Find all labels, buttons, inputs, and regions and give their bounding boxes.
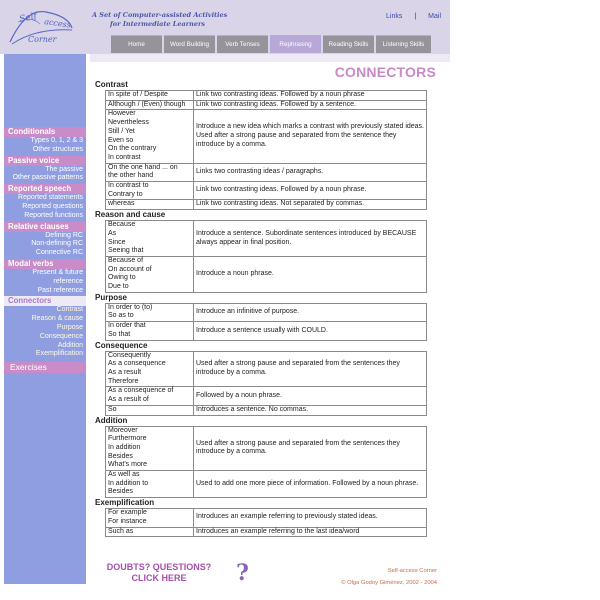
usage-cell: Used after a strong pause and separated from the sentences they introduce by a comma. [194,426,427,471]
connector-term: In contrast to [108,182,149,190]
connector-term: Still / Yet [108,127,135,135]
tab-home[interactable]: Home [111,35,162,53]
section-title: Addition [95,415,128,425]
connectors-table [105,508,427,537]
sidebar-item-present-future-line-1[interactable]: Present & future [32,268,83,276]
sidebar-item-addition[interactable]: Addition [57,341,83,349]
footer-site-name: Self-access Corner [387,568,437,574]
main-nav-tabs [111,35,433,53]
sidebar-item-consequence[interactable]: Consequence [39,332,83,340]
usage-cell: Used to add one more piece of information. Followed by a noun phrase. [194,471,427,498]
connector-term: On the one hand ... on [108,163,178,171]
doubts-questions-link[interactable] [104,562,214,584]
tab-reading-skills[interactable]: Reading Skills [323,35,374,53]
connector-term: So that [108,330,131,338]
connector-term: For example [108,509,147,517]
usage-cell: Introduces an example referring to previously stated ideas. [194,509,427,527]
tab-word-building[interactable]: Word Building [164,35,215,53]
connector-term: As a result [108,368,142,376]
usage-cell: Introduce a noun phrase. [194,256,427,292]
connector-term: Moreover [108,426,138,434]
connector-cell [106,426,194,471]
usage-cell: Introduce a sentence usually with COULD. [194,322,427,340]
top-links [386,13,441,20]
connector-term: In addition [108,443,141,451]
connector-term: So [108,405,117,413]
connector-cell [106,387,194,405]
sidebar-item-past-reference[interactable]: Past reference [37,286,83,294]
sidebar-item-connective-rc[interactable]: Connective RC [35,249,83,257]
connector-term: Therefore [108,377,139,385]
usage-cell: Used after a strong pause and separated from the sentences they introduce by a comma. [194,351,427,387]
connector-cell [106,221,194,257]
connector-cell [106,322,194,340]
sidebar-heading-conditionals[interactable]: Conditionals [4,127,86,137]
connectors-table [105,351,427,416]
tab-listening-skills[interactable]: Listening Skills [376,35,431,53]
connector-term: Such as [108,527,134,535]
self-access-corner-logo[interactable] [6,4,76,46]
connectors-content [94,80,446,537]
sidebar-item-types[interactable]: Types 0, 1, 2 & 3 [30,137,83,144]
connector-cell [106,91,194,101]
connector-term: Contrary to [108,190,143,198]
links-link[interactable]: Links [386,13,403,20]
logo-text-self: Self [18,11,38,25]
sidebar-heading-connectors[interactable]: Connectors [4,296,86,306]
footer-credits [333,565,437,589]
table-row [106,351,427,387]
connector-term: Besides [108,452,133,460]
site-header [0,0,450,54]
table-row [106,471,427,498]
doubts-line-1[interactable]: DOUBTS? QUESTIONS? [106,562,212,572]
connector-term: Although / (Even) though [108,100,186,108]
connector-term: In order to (to) [108,303,153,311]
sidebar-item-reported-questions[interactable]: Reported questions [22,202,83,210]
connector-term: What's more [108,461,148,469]
usage-cell: Introduce an infinitive of purpose. [194,303,427,321]
tab-rephrasing[interactable]: Rephrasing [270,35,321,53]
table-row [106,110,427,163]
connector-term: As a consequence [108,360,166,368]
usage-cell: Introduce a new idea which marks a contrast with previously stated ideas. Used after a strong pause and separated from the sentence they introduce by a comma. [194,110,427,163]
main-content [90,54,450,600]
sidebar-item-the-passive[interactable]: The passive [45,165,83,173]
question-mark-icon[interactable]: ? [236,560,249,586]
tagline-line-1: A Set of Computer-assisted Activities [92,11,228,19]
sidebar-item-other-passive-patterns[interactable]: Other passive patterns [12,174,83,182]
table-row [106,303,427,321]
logo-text-access: access [43,17,72,30]
connector-cell [106,527,194,537]
connector-cell [106,100,194,110]
footer-copyright: © Olga Godoy Giménez, 2002 - 2004 [341,580,437,586]
sidebar-item-reported-statements[interactable]: Reported statements [18,194,83,202]
usage-cell: Introduces an example referring to the last idea/word [194,527,427,537]
connectors-table [105,220,427,293]
sidebar-item-non-defining-rc[interactable]: Non-defining RC [31,240,83,248]
table-row [106,527,427,537]
table-row [106,405,427,415]
section-title: Exemplification [95,498,155,508]
sidebar-heading-relative-clauses[interactable]: Relative clauses [4,222,86,232]
connector-term: Nevertheless [108,119,149,127]
sidebar-item-reported-functions[interactable]: Reported functions [24,211,83,219]
top-links-separator: | [414,13,417,20]
sidebar-spacer [4,54,86,126]
table-row [106,200,427,210]
connector-cell [106,110,194,163]
connectors-table [105,90,427,210]
connector-term: Even so [108,136,134,144]
connector-term: Because [108,221,136,229]
connector-term: As a result of [108,396,149,404]
sidebar-heading-modal-verbs[interactable]: Modal verbs [4,259,86,269]
connector-cell [106,200,194,210]
connector-term: In addition to [108,479,149,487]
table-row [106,221,427,257]
sidebar-item-present-future-line-2[interactable]: reference [53,277,83,285]
connector-term: Consequently [108,351,151,359]
section-title: Contrast [95,80,128,89]
connector-term: As a consequence of [108,387,174,395]
connector-cell [106,182,194,200]
usage-cell: Link two contrasting ideas. Not separated by commas. [194,200,427,210]
section-title: Purpose [95,292,128,302]
connector-cell [106,509,194,527]
usage-cell: Links two contrasting ideas / paragraphs. [194,163,427,181]
table-row [106,91,427,101]
connector-term: So as to [108,312,134,320]
sidebar-item-exemplification[interactable]: Exemplification [35,350,83,358]
connector-term: Due to [108,283,129,291]
connector-cell [106,303,194,321]
usage-cell: Introduce a sentence. Subordinate sentences introduced by BECAUSE always appear in final position. [194,221,427,257]
doubts-line-2[interactable]: CLICK HERE [131,573,187,583]
connector-term: Because of [108,256,144,264]
connector-term: whereas [108,200,135,208]
connectors-table [105,426,427,499]
connectors-table [105,303,427,341]
page-title: CONNECTORS [334,64,436,80]
section-title: Consequence [95,340,148,350]
table-row [106,163,427,181]
connector-term: Besides [108,488,133,496]
sidebar-item-reason-cause[interactable]: Reason & cause [31,315,83,323]
usage-cell: Link two contrasting ideas. Followed by a noun phrase. [194,182,427,200]
usage-cell: Followed by a noun phrase. [194,387,427,405]
usage-cell: Link two contrasting ideas. Followed by a sentence. [194,100,427,110]
connector-cell [106,256,194,292]
connector-term: However [108,110,136,118]
sidebar-item-other-structures[interactable]: Other structures [32,145,83,153]
table-row [106,387,427,405]
main-top-strip [90,54,450,62]
sidebar-item-contrast[interactable]: Contrast [56,306,83,314]
table-row [106,182,427,200]
connector-term: In spite of / Despite [108,91,168,98]
connector-cell [106,471,194,498]
connector-cell [106,405,194,415]
connector-term: the other hand [108,172,154,180]
table-row [106,426,427,471]
connector-cell [106,351,194,387]
sidebar-heading-reported-speech[interactable]: Reported speech [4,184,86,194]
sidebar-item-defining-rc[interactable]: Defining RC [45,231,83,239]
table-row [106,322,427,340]
sidebar-exercises-button[interactable]: Exercises [4,362,86,373]
connector-term: In order that [108,322,146,330]
section-title: Reason and cause [95,210,166,220]
connector-term: For instance [108,517,147,525]
tagline-line-2: for Intermediate Learners [110,19,206,28]
usage-cell: Introduces a sentence. No commas. [194,405,427,415]
sidebar-item-purpose[interactable]: Purpose [56,323,83,331]
logo-text-corner: Corner [28,35,57,44]
sidebar-nav [4,54,86,584]
site-tagline [92,11,227,28]
connector-term: On the contrary [108,145,157,153]
connector-term: In contrast [108,153,141,161]
connector-term: Furthermore [108,435,147,443]
connector-term: As well as [108,471,140,479]
connector-term: On account of [108,265,152,273]
connector-term: Seeing that [108,247,144,255]
connector-cell [106,163,194,181]
connector-term: As [108,229,117,237]
connector-term: Since [108,238,126,246]
connector-term: Owing to [108,274,136,282]
table-row [106,509,427,527]
table-row [106,256,427,292]
mail-link[interactable]: Mail [428,13,442,20]
table-row [106,100,427,110]
usage-cell: Link two contrasting ideas. Followed by a noun phrase [194,91,427,101]
tab-verb-tenses[interactable]: Verb Tenses [217,35,268,53]
sidebar-heading-passive-voice[interactable]: Passive voice [4,156,86,166]
